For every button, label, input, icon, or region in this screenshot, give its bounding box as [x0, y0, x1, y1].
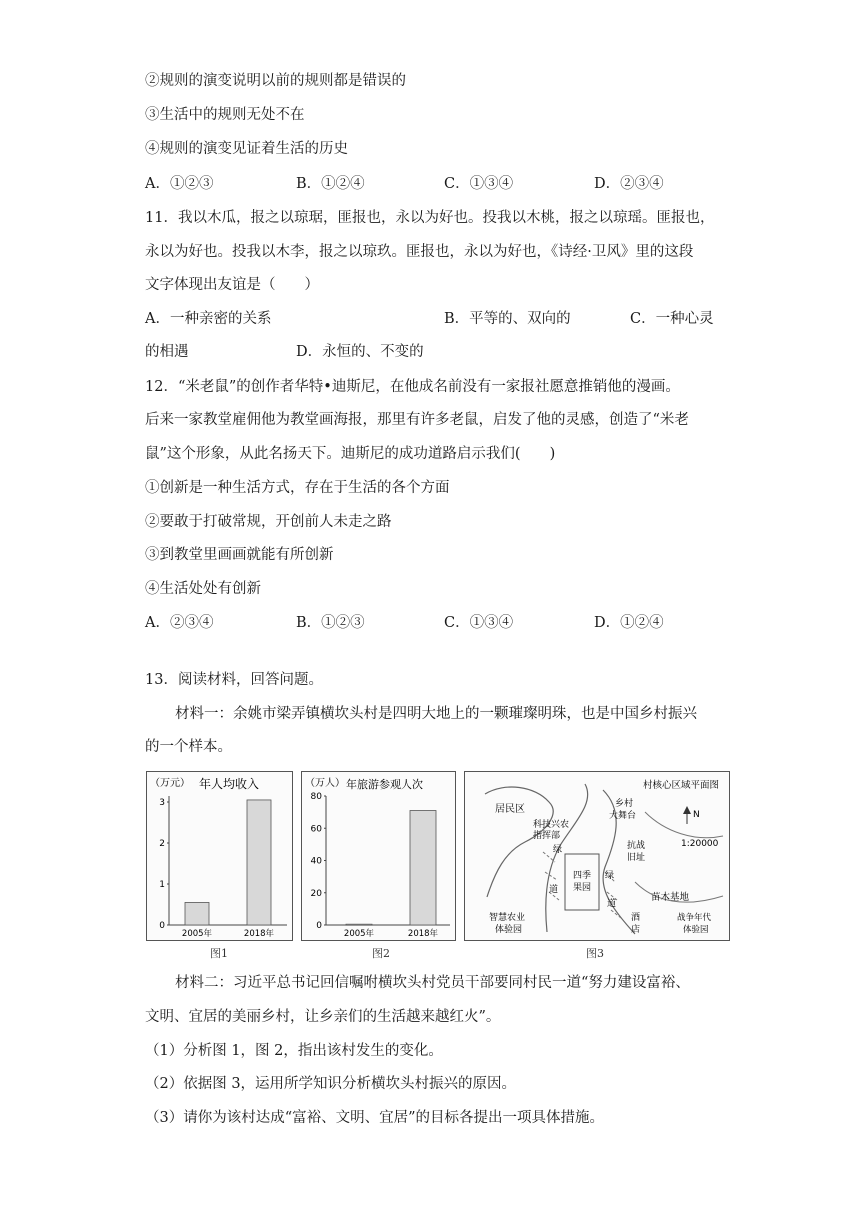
- q11-text-line-1: 11．我以木瓜，报之以琼琚，匪报也，永以为好也。投我以木桃，报之以琼瑶。匪报也，: [145, 210, 715, 226]
- q12-statement-1: ①创新是一种生活方式，存在于生活的各个方面: [145, 480, 450, 496]
- q12-text-line-2: 后来一家教堂雇佣他为教堂画海报，那里有许多老鼠，启发了他的灵感，创造了“米老: [145, 412, 689, 428]
- figure-2-frame: [301, 771, 456, 941]
- fig1-unit: （万元）: [150, 778, 190, 789]
- material-one-line-1: 材料一：余姚市梁弄镇横坎头村是四明大地上的一颗璀璨明珠，也是中国乡村振兴: [175, 706, 697, 722]
- q12-text-line-3: 鼠”这个形象，从此名扬天下。迪斯尼的成功道路启示我们( ): [145, 446, 556, 462]
- map-label-residential: 居民区: [495, 804, 525, 815]
- map-orchard-block: [565, 854, 599, 910]
- q12-statement-4: ④生活处处有创新: [145, 581, 261, 597]
- material-one-line-2: 的一个样本。: [145, 739, 232, 755]
- material-two-line-1: 材料二：习近平总书记回信嘱咐横坎头村党员干部要同村民一道“努力建设富裕、: [175, 975, 690, 991]
- map-label-green-a: 绿: [553, 845, 563, 855]
- map-north-label: N: [693, 810, 700, 820]
- chart2-tick-label: 40: [310, 856, 322, 867]
- map-contour: [645, 812, 723, 838]
- q10-option-d: D．②③④: [594, 176, 664, 192]
- map-label-stage-2: 大舞台: [609, 811, 637, 821]
- q12-statement-2: ②要敢于打破常规，开创前人未走之路: [145, 514, 392, 530]
- q10-option-a: A．①②③: [145, 176, 214, 192]
- figure-3-caption: 图3: [586, 947, 604, 960]
- map-label-war-1: 战争年代: [677, 913, 712, 923]
- fig1-title: 年人均收入: [199, 777, 260, 791]
- figure-2-caption: 图2: [372, 947, 390, 960]
- map-label-agri-1: 智慧农业: [489, 913, 526, 923]
- map-label-anti-1: 抗战: [627, 841, 646, 851]
- q13-subquestion-2: （2）依据图 3，运用所学知识分析横坎头村振兴的原因。: [145, 1076, 517, 1092]
- map-label-garden-2: 果园: [573, 883, 592, 893]
- village-map: [465, 772, 729, 940]
- fig2-unit: （万人）: [305, 778, 345, 789]
- q11-option-d: D．永恒的、不变的: [296, 344, 424, 360]
- chart2-bar-2005年: [346, 924, 372, 925]
- map-label-path-b: 道: [607, 899, 617, 909]
- chart2-category-label: 2005年: [343, 929, 375, 939]
- q12-option-d: D．①②④: [594, 615, 664, 631]
- chart2-tick-label: 80: [310, 792, 322, 802]
- q10-statement-4: ④规则的演变见证着生活的历史: [145, 141, 348, 157]
- map-label-tech-2: 指挥部: [533, 831, 561, 841]
- q13-subquestion-1: （1）分析图 1，图 2，指出该村发生的变化。: [145, 1043, 443, 1059]
- figure-1-chart: [147, 772, 292, 940]
- map-title: 村核心区域平面图: [643, 780, 720, 791]
- map-label-war-2: 体验园: [683, 925, 709, 935]
- map-label-green-b: 绿: [605, 871, 615, 881]
- q11-text-line-2: 永以为好也。投我以木李，报之以琼玖。匪报也，永以为好也，《诗经·卫风》里的这段: [145, 244, 694, 260]
- chart1-tick-label: 0: [159, 921, 165, 931]
- chart1-category-label: 2018年: [243, 929, 275, 939]
- q10-statement-2: ②规则的演变说明以前的规则都是错误的: [145, 73, 406, 89]
- figure-3-map: [464, 771, 730, 941]
- map-label-agri-2: 体验园: [495, 925, 523, 935]
- q12-option-b: B．①②③: [296, 615, 365, 631]
- chart1-tick-label: 2: [159, 839, 165, 849]
- q10-option-c: C．①③④: [444, 176, 514, 192]
- figure-1-frame: [146, 771, 293, 941]
- q13-subquestion-3: （3）请你为该村达成“富裕、文明、宜居”的目标各提出一项具体措施。: [145, 1110, 605, 1126]
- q11-text-line-3: 文字体现出友谊是（ ）: [145, 277, 319, 293]
- chart2-tick-label: 20: [310, 888, 322, 899]
- figure-1-caption: 图1: [210, 947, 228, 960]
- map-label-path-a: 道: [549, 885, 559, 895]
- q12-text-line-1: 12．“米老鼠”的创作者华特•迪斯尼，在他成名前没有一家报社愿意推销他的漫画。: [145, 379, 680, 395]
- fig2-title: 年旅游参观人次: [346, 778, 423, 791]
- figure-2-chart: [302, 772, 455, 940]
- material-two-line-2: 文明、宜居的美丽乡村，让乡亲们的生活越来越红火”。: [145, 1009, 501, 1025]
- map-label-anti-2: 旧址: [627, 853, 646, 863]
- map-scale: 1:20000: [681, 839, 719, 849]
- q12-option-c: C．①③④: [444, 615, 514, 631]
- chart2-category-label: 2018年: [407, 929, 439, 939]
- map-label-hotel-1: 酒: [631, 913, 641, 923]
- q10-statement-3: ③生活中的规则无处不在: [145, 107, 305, 123]
- chart1-category-label: 2005年: [181, 929, 213, 939]
- map-label-garden-1: 四季: [573, 871, 592, 881]
- chart2-tick-label: 60: [310, 824, 322, 835]
- q12-statement-3: ③到教堂里画画就能有所创新: [145, 547, 334, 563]
- map-label-hotel-2: 店: [631, 925, 641, 935]
- q13-heading: 13．阅读材料，回答问题。: [145, 672, 323, 688]
- chart1-bar-2018年: [247, 800, 271, 925]
- q11-option-c: C．一种心灵: [630, 311, 714, 327]
- map-label-stage-1: 乡村: [615, 799, 634, 809]
- map-label-tech-1: 科技兴农: [533, 820, 570, 830]
- q11-option-b: B．平等的、双向的: [444, 311, 571, 327]
- map-label-nursery: 苗木基地: [651, 892, 690, 903]
- north-arrow-icon: [683, 806, 691, 824]
- q11-option-a: A．一种亲密的关系: [145, 311, 272, 327]
- chart1-tick-label: 1: [159, 880, 165, 890]
- chart1-bar-2005年: [185, 902, 209, 925]
- chart2-tick-label: 0: [316, 921, 322, 931]
- q12-option-a: A．②③④: [145, 615, 214, 631]
- chart1-tick-label: 3: [159, 798, 165, 808]
- chart2-bar-2018年: [410, 811, 436, 925]
- q10-option-b: B．①②④: [296, 176, 365, 192]
- q11-option-c-continued: 的相遇: [145, 344, 189, 360]
